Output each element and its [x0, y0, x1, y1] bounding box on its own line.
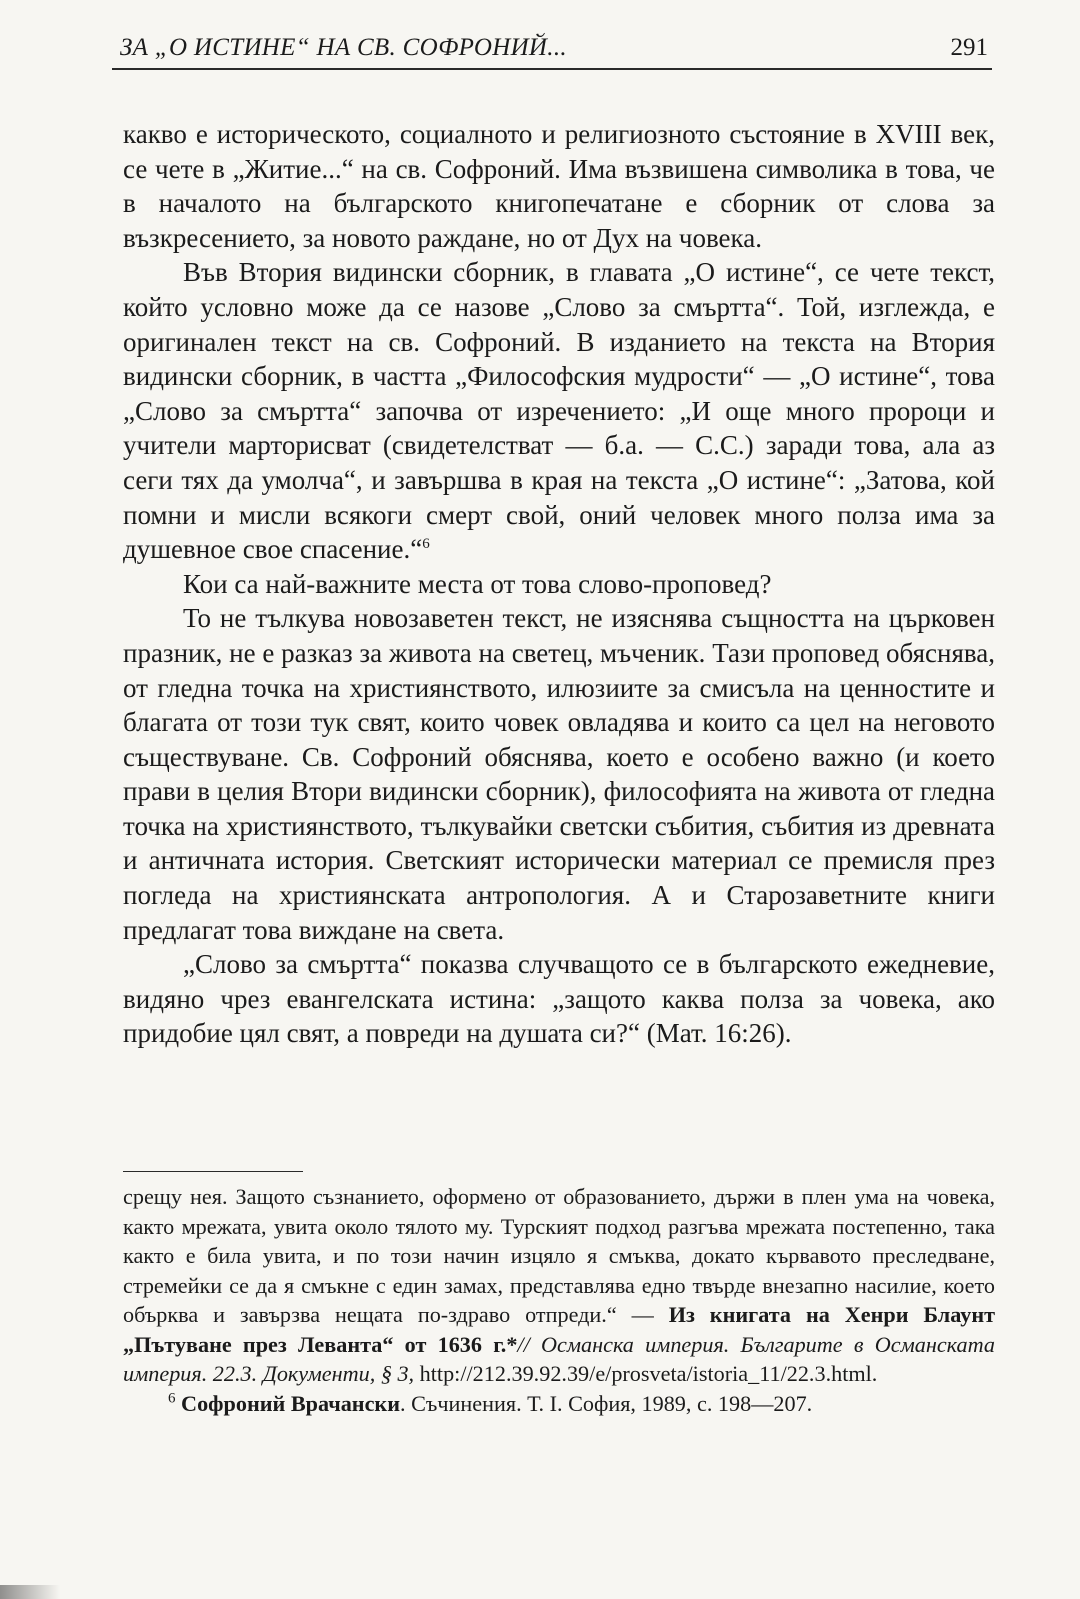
paragraph-4: То не тълкува новозаветен текст, не изяснява същността на църковен празник, не е разказ за живота на светец, мъченик. Тази проповед обяснява, от гледна точка на християнството, илюзиите за смисъла на ценностите и благата от този тук свят, които човек овладява и които са цел на неговото съществуване. Св. Софроний обяснява, което е особено важно (и което прави в целия Втори видински сборник), философията на живота от гледна точка на християнството, тълкувайки светски събития, събития из древната и античната история. Светският исторически материал се премисля през погледа на християнската антропология. А и Старозаветните книги предлагат това виждане на света.: [123, 603, 995, 945]
scan-shadow: [0, 1585, 60, 1599]
footnote-6-mark: 6: [168, 1390, 176, 1407]
footnote-source-series: // Османска империя. Българите в Османската империя. 22.3. Документи, § 3,: [123, 1331, 995, 1386]
footnote-separator: [123, 1171, 303, 1172]
running-title: ЗА „О ИСТИНЕ“ НА СВ. СОФРОНИЙ...: [120, 34, 567, 61]
paragraph-2: [123, 255, 995, 566]
paragraph-2-text: Във Втория видински сборник, в главата „О истине“, се чете текст, който условно може да се назове „Слово за смъртта“. Той, изглежда, е оригинален текст на св. Софроний. В изданието на текста на Втория видински сборник, в частта „Философския мудрости“ — „О истине“, това „Слово за смъртта“ започва от изречението: „И още много пророци и учители марторисват (свидетелстват — б.а. — С.С.) заради това, ала аз сеги тях да умолча“, и завършва в края на текста „О истине“: „Затова, кой помни и мисли всякоги смерт свой, оний человек много полза има за душевное свое спасение.“: [123, 257, 995, 565]
footnote-continued-text: срещу нея. Защото съзнанието, оформено от образованието, държи в плен ума на човека, както мрежата, увита около тялото му. Турският подход разгъва мрежата постепенно, така както е била увита, и по този начин изцяло я смъква, докато кървавото преследване, стремейки се да я смъкне с един замах, представлява едно твърде внезапно насилие, което обърква и завързва нещата по-здраво отпреди.“ —: [123, 1184, 995, 1327]
paragraph-3: Кои са най-важните места от това слово-проповед?: [183, 568, 772, 599]
footnote-ref-6: 6: [422, 536, 430, 553]
page-number: 291: [950, 34, 988, 61]
running-header: [112, 24, 992, 70]
footnote-6: [123, 1389, 995, 1419]
main-text: [123, 117, 995, 1051]
footnotes: [123, 1182, 995, 1418]
paragraph-1: какво е историческото, социалното и религиозното състояние в XVIII век, се чете в „Житие...“ на св. Софроний. Има възвишена символика в това, че в началото на българското книгопечатане е сборник от слова за възкресението, за новото раждане, но от Дух на човека.: [123, 119, 995, 253]
footnote-6-text: . Съчинения. Т. I. София, 1989, с. 198—207.: [400, 1390, 813, 1416]
paragraph-5: „Слово за смъртта“ показва случващото се в българското ежедневие, видяно чрез евангелската истина: „защото каква полза за човека, ако придобие цял свят, а повреди на душата си?“ (Мат. 16:26).: [123, 949, 995, 1049]
footnote-source-title: Из книгата на Хенри Блаунт „Пътуване през Леванта“ от 1636 г.*: [123, 1302, 996, 1357]
footnote-6-author: Софроний Врачански: [181, 1390, 400, 1416]
footnote-continued: [123, 1182, 995, 1389]
footnote-url: http://212.39.92.39/e/prosveta/istoria_11/22.3.html.: [414, 1361, 878, 1386]
